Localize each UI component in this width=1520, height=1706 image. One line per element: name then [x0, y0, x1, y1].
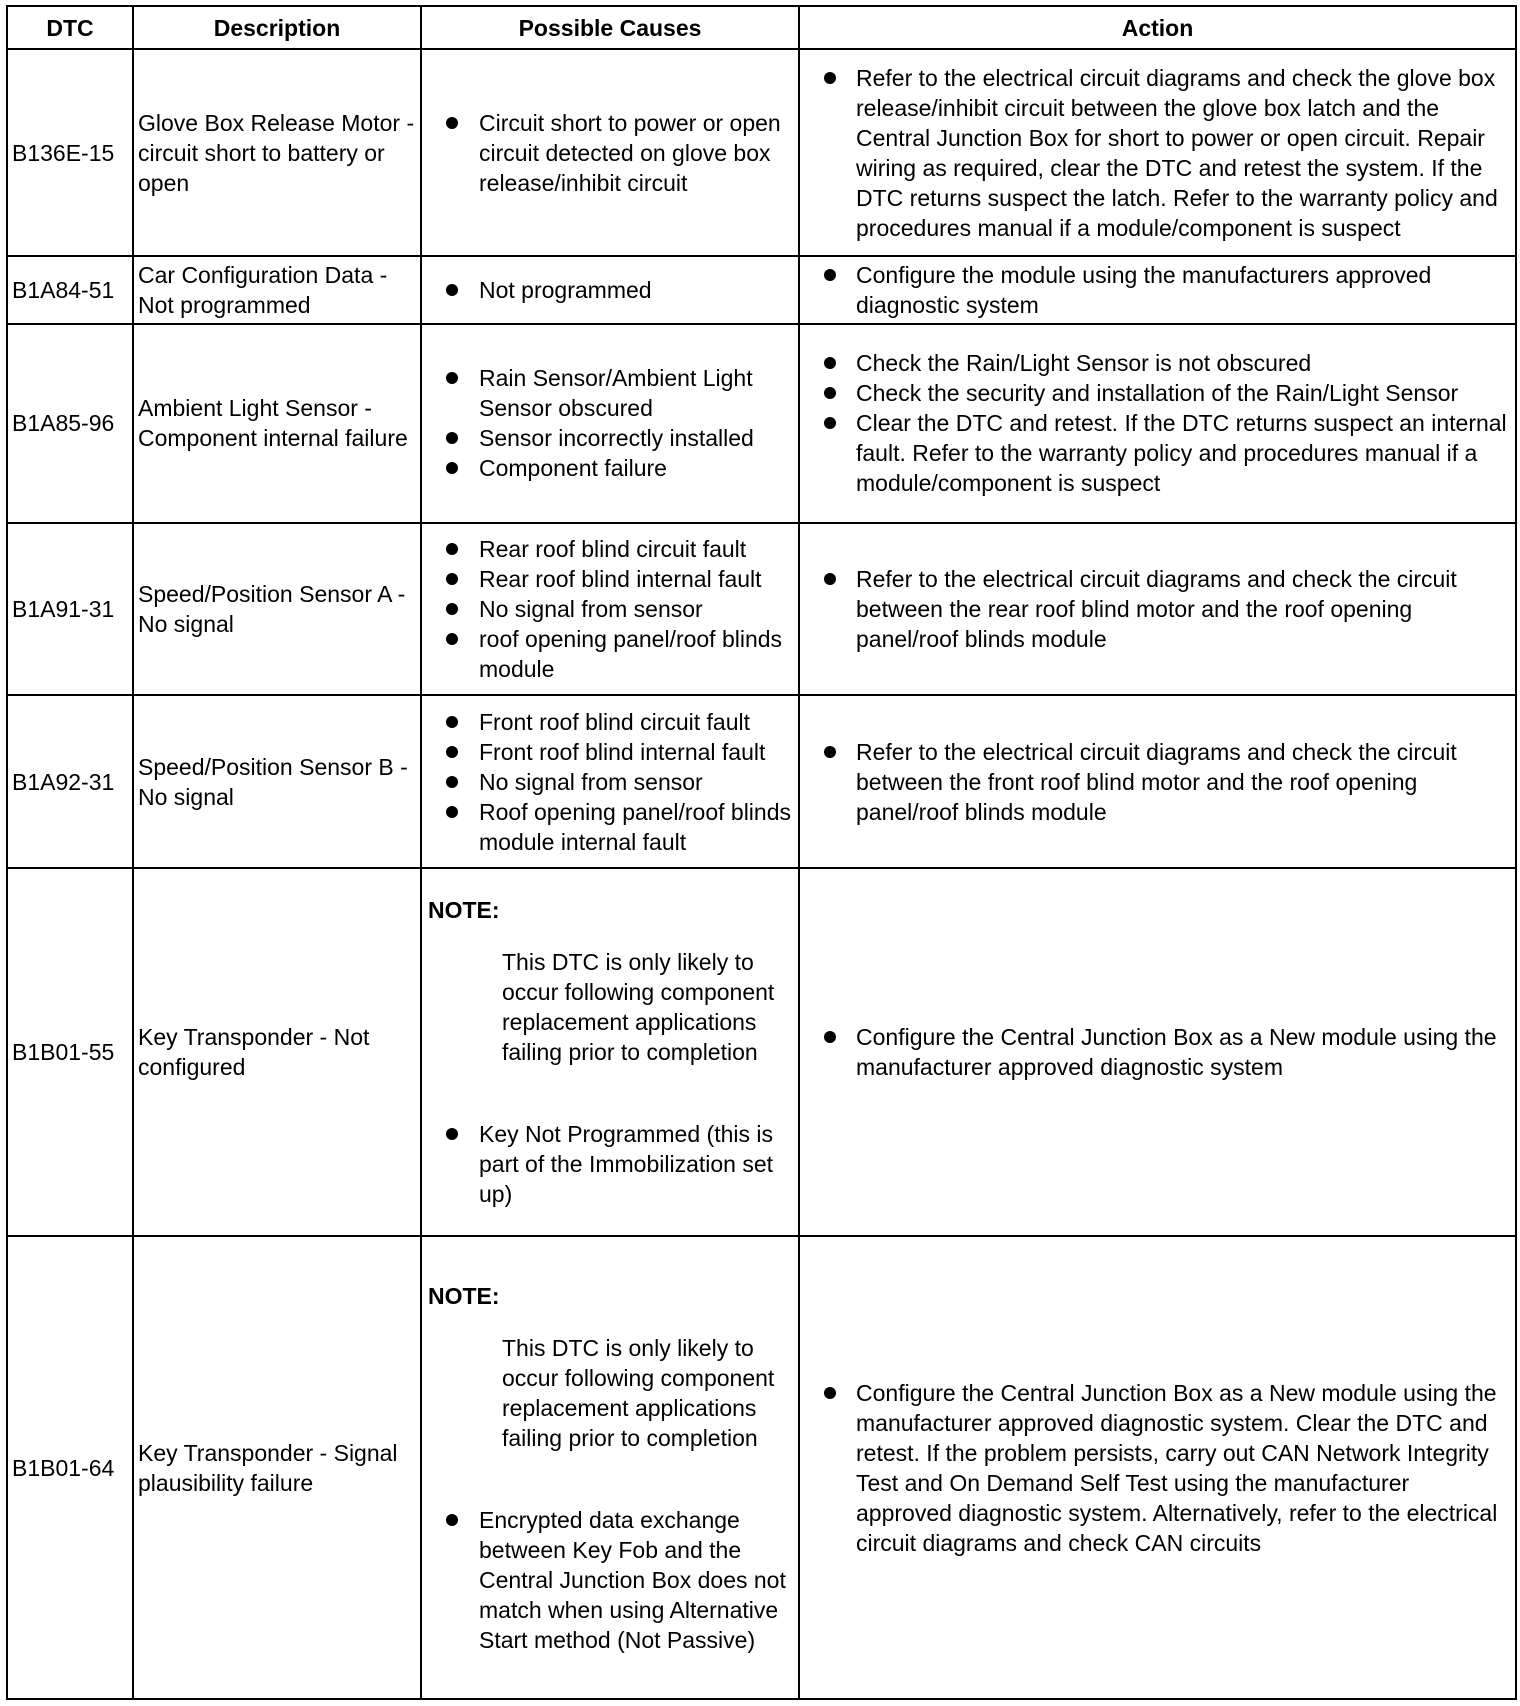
table-row [7, 695, 1516, 868]
cause-item: No signal from sensor [428, 594, 794, 624]
action-item: Refer to the electrical circuit diagrams and check the circuit between the front roof blind motor and the roof opening panel/roof blinds module [824, 737, 1511, 827]
action-item: Refer to the electrical circuit diagrams and check the circuit between the rear roof blind motor and the roof opening panel/roof blinds module [824, 564, 1511, 654]
action-item: Refer to the electrical circuit diagrams and check the glove box release/inhibit circuit between the glove box latch and the Central Junction Box for short to power or open circuit. Repair wiring as required, clear the DTC and retest the system. If the DTC returns suspect the latch. Refer to the warranty policy and procedures manual if a module/component is suspect [824, 63, 1511, 243]
actions [799, 324, 1516, 523]
dtc-description: Speed/Position Sensor A - No signal [133, 523, 421, 696]
dtc-description: Key Transponder - Signal plausibility failure [133, 1236, 421, 1699]
possible-causes [421, 523, 799, 696]
table-row [7, 1236, 1516, 1699]
cause-item: roof opening panel/roof blinds module [428, 624, 794, 684]
header-possible-causes: Possible Causes [421, 6, 799, 49]
cause-item: Not programmed [428, 275, 794, 305]
table-row [7, 324, 1516, 523]
note-label: NOTE: [428, 1282, 500, 1309]
possible-causes [421, 1236, 799, 1699]
cause-item: Component failure [428, 453, 794, 483]
possible-causes [421, 868, 799, 1237]
cause-item: Key Not Programmed (this is part of the Immobilization set up) [428, 1119, 794, 1209]
note-label: NOTE: [428, 897, 500, 924]
note-text: This DTC is only likely to occur following component replacement applications failing prior to completion [502, 1334, 775, 1451]
actions [799, 1236, 1516, 1699]
header-action: Action [799, 6, 1516, 49]
dtc-code: B1B01-55 [7, 868, 133, 1237]
dtc-code: B1B01-64 [7, 1236, 133, 1699]
possible-causes [421, 695, 799, 868]
dtc-table [6, 5, 1517, 1700]
cause-item: Circuit short to power or open circuit detected on glove box release/inhibit circuit [428, 108, 794, 198]
note-text: This DTC is only likely to occur following component replacement applications failing prior to completion [502, 949, 775, 1066]
actions [799, 695, 1516, 868]
action-item: Clear the DTC and retest. If the DTC returns suspect an internal fault. Refer to the warranty policy and procedures manual if a module/component is suspect [824, 408, 1511, 498]
cause-item: Rear roof blind internal fault [428, 564, 794, 594]
cause-item: Encrypted data exchange between Key Fob and the Central Junction Box does not match when using Alternative Start method (Not Passive) [428, 1505, 794, 1655]
cause-item: Front roof blind circuit fault [428, 707, 794, 737]
action-item: Check the Rain/Light Sensor is not obscured [824, 348, 1511, 378]
dtc-description: Car Configuration Data - Not programmed [133, 256, 421, 324]
actions [799, 868, 1516, 1237]
dtc-code: B1A85-96 [7, 324, 133, 523]
dtc-description: Glove Box Release Motor - circuit short to battery or open [133, 49, 421, 256]
cause-item: Front roof blind internal fault [428, 737, 794, 767]
action-item: Configure the module using the manufacturers approved diagnostic system [824, 260, 1511, 320]
dtc-description: Key Transponder - Not configured [133, 868, 421, 1237]
action-item: Configure the Central Junction Box as a New module using the manufacturer approved diagnostic system [824, 1022, 1511, 1082]
table-row [7, 868, 1516, 1237]
dtc-description: Speed/Position Sensor B - No signal [133, 695, 421, 868]
table-row [7, 49, 1516, 256]
table-row [7, 256, 1516, 324]
possible-causes [421, 324, 799, 523]
table-row [7, 523, 1516, 696]
possible-causes [421, 49, 799, 256]
actions [799, 523, 1516, 696]
possible-causes [421, 256, 799, 324]
dtc-code: B1A91-31 [7, 523, 133, 696]
header-description: Description [133, 6, 421, 49]
action-item: Check the security and installation of the Rain/Light Sensor [824, 378, 1511, 408]
dtc-code: B136E-15 [7, 49, 133, 256]
actions [799, 256, 1516, 324]
action-item: Configure the Central Junction Box as a New module using the manufacturer approved diagnostic system. Clear the DTC and retest. If the problem persists, carry out CAN Network Integrity Test and On Demand Self Test using the manufacturer approved diagnostic system. Alternatively, refer to the electrical circuit diagrams and check CAN circuits [824, 1378, 1511, 1558]
cause-item: Sensor incorrectly installed [428, 423, 794, 453]
header-row [7, 6, 1516, 49]
cause-item: No signal from sensor [428, 767, 794, 797]
dtc-description: Ambient Light Sensor - Component internal failure [133, 324, 421, 523]
actions [799, 49, 1516, 256]
cause-item: Roof opening panel/roof blinds module internal fault [428, 797, 794, 857]
dtc-code: B1A92-31 [7, 695, 133, 868]
cause-item: Rain Sensor/Ambient Light Sensor obscured [428, 363, 794, 423]
dtc-code: B1A84-51 [7, 256, 133, 324]
cause-item: Rear roof blind circuit fault [428, 534, 794, 564]
header-dtc: DTC [7, 6, 133, 49]
